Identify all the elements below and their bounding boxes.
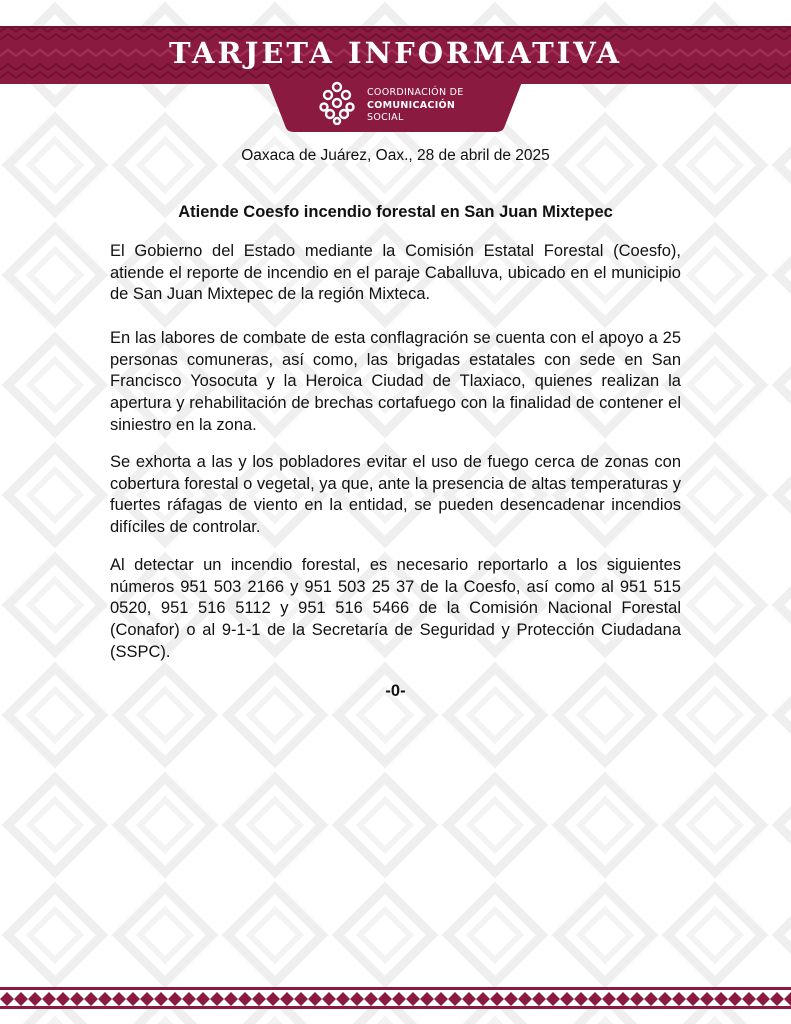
coordination-emblem-icon [316, 81, 358, 125]
footer-band [0, 987, 791, 1009]
logo-line-3: SOCIAL [367, 112, 404, 123]
page-title: TARJETA INFORMATIVA [169, 36, 622, 70]
paragraph-3: Se exhorta a las y los pobladores evitar el uso de fuego cerca de zonas con cobertura forestal o vegetal, ya que, ante la presencia de altas temperaturas y fuertes ráfagas de viento en la entidad, se pueden desencadenar incendios difíciles de controlar. [110, 453, 681, 537]
logo-text [367, 87, 507, 125]
paragraph-2: En las labores de combate de esta conflagración se cuenta con el apoyo a 25 personas comuneras, así como, las brigadas estatales con sede en San Francisco Yosocuta y la Heroica Ciudad de Tlaxiaco, quienes realizan la apertura y rehabilitación de brechas cortafuego con la finalidad de contener el siniestro en la zona. [110, 329, 681, 434]
logo-line-2: COMUNICACIÓN [367, 99, 456, 111]
paragraph-1: El Gobierno del Estado mediante la Comisión Estatal Forestal (Coesfo), atiende el reporte de incendio en el paraje Caballuva, ubicado en el municipio de San Juan Mixtepec de la región Mixteca. [110, 242, 681, 304]
headline: Atiende Coesfo incendio forestal en San Juan Mixtepec [178, 203, 613, 221]
date-line: Oaxaca de Juárez, Oax., 28 de abril de 2025 [241, 147, 550, 164]
paragraph-4: Al detectar un incendio forestal, es necesario reportarlo a los siguientes números 951 503 2166 y 951 503 25 37 de la Coesfo, así como al 951 515 0520, 951 516 5112 y 951 516 5466 de la Comisión Nacional Forestal (Conafor) o al 9-1-1 de la Secretaría de Seguridad y Protección Ciudadana (SSPC). [110, 556, 681, 661]
logo-line-1: COORDINACIÓN DE [367, 87, 464, 98]
closing-mark: -0- [385, 682, 406, 700]
